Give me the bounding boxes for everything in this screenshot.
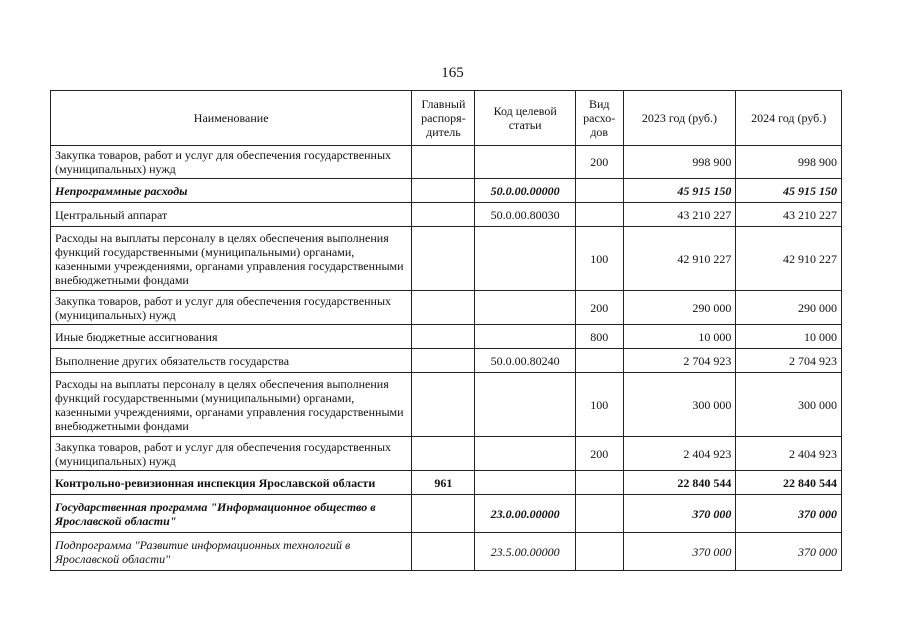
row-name: Расходы на выплаты персоналу в целях обеспечения выполнения функций государственными (муниципальными) органами, казенными учреждениями, органами управления государственными внебюджетными фондами: [51, 227, 412, 291]
row-type: [575, 471, 623, 495]
row-code: 50.0.00.00000: [475, 179, 575, 203]
row-type: 100: [575, 227, 623, 291]
table-row: [51, 227, 842, 291]
table-row: [51, 291, 842, 325]
row-name: Расходы на выплаты персоналу в целях обеспечения выполнения функций государственными (муниципальными) органами, казенными учреждениями, органами управления государственными внебюджетными фондами: [51, 373, 412, 437]
row-name: Иные бюджетные ассигнования: [51, 325, 412, 349]
row-2023: 43 210 227: [623, 203, 736, 227]
row-2023: 370 000: [623, 533, 736, 571]
row-type: [575, 203, 623, 227]
row-2023: 2 704 923: [623, 349, 736, 373]
row-type: [575, 179, 623, 203]
row-2024: 2 404 923: [736, 437, 842, 471]
row-code: 23.0.00.00000: [475, 495, 575, 533]
row-admin: 961: [412, 471, 475, 495]
row-admin: [412, 179, 475, 203]
row-admin: [412, 291, 475, 325]
table-header-row: [51, 91, 842, 146]
row-code: [475, 437, 575, 471]
row-type: 800: [575, 325, 623, 349]
row-admin: [412, 325, 475, 349]
row-2023: 370 000: [623, 495, 736, 533]
table-row: [51, 349, 842, 373]
row-2023: 45 915 150: [623, 179, 736, 203]
row-2023: 22 840 544: [623, 471, 736, 495]
row-name: Непрограммные расходы: [51, 179, 412, 203]
row-2024: 22 840 544: [736, 471, 842, 495]
table-row: [51, 146, 842, 179]
row-2024: 45 915 150: [736, 179, 842, 203]
row-admin: [412, 349, 475, 373]
row-2023: 290 000: [623, 291, 736, 325]
row-2023: 998 900: [623, 146, 736, 179]
table-row: [51, 437, 842, 471]
row-2024: 370 000: [736, 533, 842, 571]
row-2023: 300 000: [623, 373, 736, 437]
row-code: [475, 325, 575, 349]
row-admin: [412, 495, 475, 533]
row-admin: [412, 373, 475, 437]
table-row: [51, 203, 842, 227]
row-code: [475, 227, 575, 291]
row-type: [575, 349, 623, 373]
budget-table: [50, 90, 842, 571]
row-2024: 290 000: [736, 291, 842, 325]
row-name: Закупка товаров, работ и услуг для обеспечения государственных (муниципальных) нужд: [51, 291, 412, 325]
row-code: 23.5.00.00000: [475, 533, 575, 571]
header-year-2023: 2023 год (руб.): [623, 91, 736, 146]
table-row: [51, 325, 842, 349]
header-name: Наименование: [51, 91, 412, 146]
header-code: Код целевой статьи: [475, 91, 575, 146]
table-row: [51, 471, 842, 495]
row-admin: [412, 437, 475, 471]
row-admin: [412, 227, 475, 291]
row-name: Выполнение других обязательств государства: [51, 349, 412, 373]
header-year-2024: 2024 год (руб.): [736, 91, 842, 146]
row-2023: 2 404 923: [623, 437, 736, 471]
row-2023: 10 000: [623, 325, 736, 349]
row-type: [575, 495, 623, 533]
row-2024: 998 900: [736, 146, 842, 179]
row-2024: 300 000: [736, 373, 842, 437]
table-row: [51, 533, 842, 571]
row-code: [475, 146, 575, 179]
row-name: Контрольно-ревизионная инспекция Ярославской области: [51, 471, 412, 495]
row-name: Закупка товаров, работ и услуг для обеспечения государственных (муниципальных) нужд: [51, 146, 412, 179]
row-code: [475, 291, 575, 325]
row-code: [475, 471, 575, 495]
row-code: [475, 373, 575, 437]
header-type: Вид расхо-дов: [575, 91, 623, 146]
row-2023: 42 910 227: [623, 227, 736, 291]
row-type: 200: [575, 291, 623, 325]
row-2024: 10 000: [736, 325, 842, 349]
table-row: [51, 179, 842, 203]
row-name: Государственная программа "Информационное общество в Ярославской области": [51, 495, 412, 533]
row-2024: 370 000: [736, 495, 842, 533]
table-row: [51, 373, 842, 437]
row-2024: 2 704 923: [736, 349, 842, 373]
row-2024: 43 210 227: [736, 203, 842, 227]
row-2024: 42 910 227: [736, 227, 842, 291]
header-admin: Главный распоря-дитель: [412, 91, 475, 146]
row-admin: [412, 146, 475, 179]
row-name: Закупка товаров, работ и услуг для обеспечения государственных (муниципальных) нужд: [51, 437, 412, 471]
table-row: [51, 495, 842, 533]
row-code: 50.0.00.80240: [475, 349, 575, 373]
row-type: 200: [575, 437, 623, 471]
row-admin: [412, 533, 475, 571]
row-admin: [412, 203, 475, 227]
row-type: 100: [575, 373, 623, 437]
row-type: [575, 533, 623, 571]
row-code: 50.0.00.80030: [475, 203, 575, 227]
row-name: Подпрограмма "Развитие информационных технологий в Ярославской области": [51, 533, 412, 571]
page-number: 165: [441, 65, 464, 81]
row-type: 200: [575, 146, 623, 179]
row-name: Центральный аппарат: [51, 203, 412, 227]
